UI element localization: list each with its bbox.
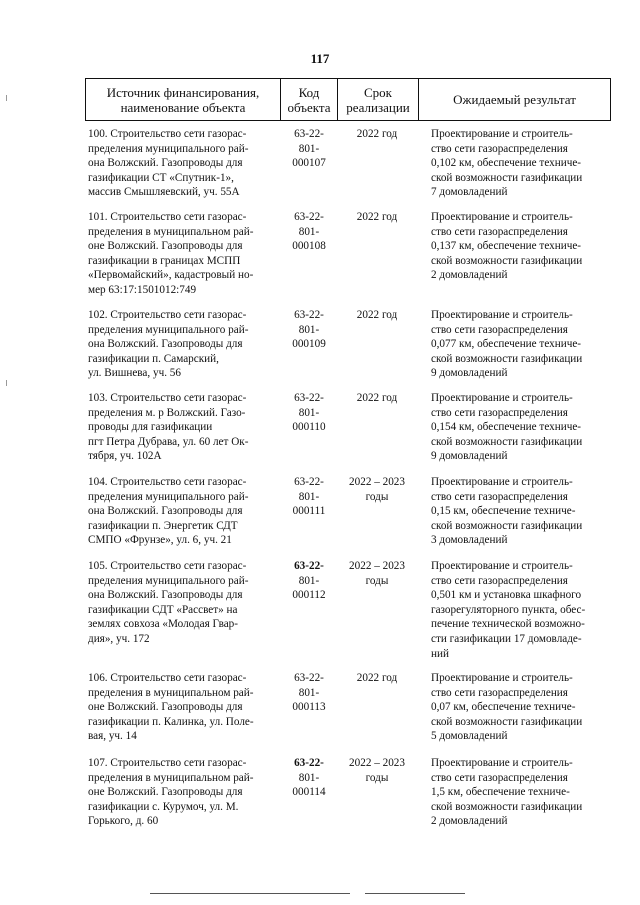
header-result: Ожидаемый результат bbox=[418, 79, 610, 120]
cell-line: 0,102 км, обеспечение техниче- bbox=[431, 157, 582, 170]
cell-line: 63-22- bbox=[294, 476, 324, 488]
cell-line: 2022 год bbox=[356, 392, 398, 404]
row-source-cell bbox=[88, 127, 283, 200]
row-source-cell bbox=[88, 308, 283, 381]
row-term-cell bbox=[335, 756, 419, 785]
row-result-cell bbox=[431, 559, 611, 661]
row-code-cell bbox=[283, 210, 335, 254]
cell-line: Горького, д. 60 bbox=[88, 815, 159, 828]
cell-line: Проектирование и строитель- bbox=[431, 560, 573, 572]
cell-line: пределения муниципального рай- bbox=[88, 490, 249, 503]
row-result-cell bbox=[431, 756, 611, 829]
cell-line: мер 63:17:1501012:749 bbox=[88, 283, 197, 296]
row-source-cell bbox=[88, 210, 283, 298]
cell-line: 801- bbox=[298, 686, 320, 699]
cell-line: она Волжский. Газопроводы для bbox=[88, 338, 243, 351]
cell-line: пределения в муниципальном рай- bbox=[88, 225, 254, 238]
cell-line: она Волжский. Газопроводы для bbox=[88, 505, 243, 518]
cell-line: 5 домовладений bbox=[431, 730, 508, 743]
cell-line: пределения м. р Волжский. Газо- bbox=[88, 406, 246, 419]
cell-line: 1,5 км, обеспечение техниче- bbox=[431, 786, 570, 799]
cell-line: 0,501 км и установка шкафного bbox=[431, 589, 582, 602]
cell-line: 63-22- bbox=[294, 672, 324, 684]
cell-line: газификации СДТ «Рассвет» на bbox=[88, 603, 238, 616]
cell-line: 100. Строительство сети газорас- bbox=[88, 128, 247, 140]
cell-line: газификации п. Самарский, bbox=[88, 352, 219, 365]
cell-line: пределения в муниципальном рай- bbox=[88, 771, 254, 784]
cell-line: годы bbox=[365, 490, 389, 503]
cell-line: 0,077 км, обеспечение техниче- bbox=[431, 338, 582, 351]
cell-line: ской возможности газификации bbox=[431, 800, 583, 813]
cell-line: 000109 bbox=[292, 338, 326, 351]
header-source: Источник финансирования, наименование объекта bbox=[106, 84, 260, 115]
cell-line: 102. Строительство сети газорас- bbox=[88, 309, 247, 321]
cell-line: ской возможности газификации bbox=[431, 254, 583, 267]
cell-line: газификации п. Энергетик СДТ bbox=[88, 519, 238, 532]
cell-line: 9 домовладений bbox=[431, 367, 508, 380]
cell-line: газификации СТ «Спутник-1», bbox=[88, 171, 234, 184]
cell-line: 101. Строительство сети газорас- bbox=[88, 211, 247, 223]
row-result-cell bbox=[431, 391, 611, 464]
cell-line: тября, уч. 102А bbox=[88, 450, 162, 463]
cell-line: годы bbox=[365, 771, 389, 784]
cell-line: ул. Вишнева, уч. 56 bbox=[88, 367, 181, 380]
cell-line: «Первомайский», кадастровый но- bbox=[88, 269, 254, 282]
cell-line: пределения муниципального рай- bbox=[88, 323, 249, 336]
row-source-cell bbox=[88, 391, 283, 464]
cell-line: землях совхоза «Молодая Гвар- bbox=[88, 618, 238, 631]
cell-line: 0,15 км, обеспечение техниче- bbox=[431, 505, 576, 518]
cell-line: ство сети газораспределения bbox=[431, 323, 568, 336]
cell-line: 2 домовладений bbox=[431, 269, 508, 282]
cell-line: 801- bbox=[298, 225, 320, 238]
cell-line: 801- bbox=[298, 490, 320, 503]
cell-line: ской возможности газификации bbox=[431, 171, 583, 184]
cell-line: газификации с. Курумоч, ул. М. bbox=[88, 800, 239, 813]
cell-line: 801- bbox=[298, 142, 320, 155]
table-header bbox=[85, 78, 611, 121]
row-result-cell bbox=[431, 475, 611, 548]
cell-line: она Волжский. Газопроводы для bbox=[88, 157, 243, 170]
cell-line: Проектирование и строитель- bbox=[431, 211, 573, 223]
cell-line: Проектирование и строитель- bbox=[431, 672, 573, 684]
cell-line: 63-22- bbox=[294, 560, 324, 572]
cell-line: 0,154 км, обеспечение техниче- bbox=[431, 421, 582, 434]
cell-line: она Волжский. Газопроводы для bbox=[88, 589, 243, 602]
cell-line: 000113 bbox=[292, 701, 326, 714]
row-code-cell bbox=[283, 475, 335, 519]
row-result-cell bbox=[431, 308, 611, 381]
cell-line: Проектирование и строитель- bbox=[431, 476, 573, 488]
row-source-cell bbox=[88, 756, 283, 829]
row-result-cell bbox=[431, 671, 611, 744]
cell-line: ний bbox=[431, 647, 449, 660]
row-code-cell bbox=[283, 127, 335, 171]
row-code-cell bbox=[283, 391, 335, 435]
cell-line: 000111 bbox=[292, 505, 326, 518]
cell-line: годы bbox=[365, 574, 389, 587]
row-result-cell bbox=[431, 127, 611, 200]
cell-line: ство сети газораспределения bbox=[431, 574, 568, 587]
cell-line: газификации п. Калинка, ул. Поле- bbox=[88, 715, 254, 728]
row-term-cell bbox=[335, 210, 419, 225]
cell-line: 63-22- bbox=[294, 757, 324, 769]
cell-line: ство сети газораспределения bbox=[431, 490, 568, 503]
cell-line: массив Смышляевский, уч. 55А bbox=[88, 186, 240, 199]
row-term-cell bbox=[335, 391, 419, 406]
cell-line: 2 домовладений bbox=[431, 815, 508, 828]
scan-mark bbox=[6, 380, 7, 386]
cell-line: оне Волжский. Газопроводы для bbox=[88, 786, 243, 799]
cell-line: 9 домовладений bbox=[431, 450, 508, 463]
cell-line: 000107 bbox=[292, 157, 326, 170]
cell-line: 2022 год bbox=[356, 309, 398, 321]
cell-line: 3 домовладений bbox=[431, 534, 508, 547]
cell-line: 2022 год bbox=[356, 128, 398, 140]
row-term-cell bbox=[335, 308, 419, 323]
cell-line: 106. Строительство сети газорас- bbox=[88, 672, 247, 684]
cell-line: газификации в границах МСПП bbox=[88, 254, 241, 267]
cell-line: 104. Строительство сети газорас- bbox=[88, 476, 247, 488]
cell-line: 7 домовладений bbox=[431, 186, 508, 199]
cell-line: Проектирование и строитель- bbox=[431, 757, 573, 769]
cell-line: 000114 bbox=[292, 786, 326, 799]
cell-line: ской возможности газификации bbox=[431, 519, 583, 532]
cell-line: сти газификации 17 домовладе- bbox=[431, 632, 582, 645]
row-source-cell bbox=[88, 475, 283, 548]
cell-line: 801- bbox=[298, 323, 320, 336]
row-term-cell bbox=[335, 127, 419, 142]
cell-line: пгт Петра Дубрава, ул. 60 лет Ок- bbox=[88, 435, 249, 448]
bottom-rule bbox=[365, 893, 465, 894]
row-code-cell bbox=[283, 308, 335, 352]
page-number: 117 bbox=[310, 51, 330, 66]
row-term-cell bbox=[335, 671, 419, 686]
cell-line: 801- bbox=[298, 406, 320, 419]
cell-line: дия», уч. 172 bbox=[88, 632, 150, 645]
cell-line: 2022 – 2023 bbox=[349, 560, 405, 572]
cell-line: Проектирование и строитель- bbox=[431, 392, 573, 404]
cell-line: СМПО «Фрунзе», ул. 6, уч. 21 bbox=[88, 534, 232, 547]
cell-line: 801- bbox=[298, 771, 320, 784]
row-code-cell bbox=[283, 756, 335, 800]
cell-line: 2022 – 2023 bbox=[349, 476, 405, 488]
cell-line: 63-22- bbox=[294, 211, 324, 223]
cell-line: печение технической возможно- bbox=[431, 618, 585, 631]
cell-line: 0,137 км, обеспечение техниче- bbox=[431, 240, 582, 253]
cell-line: 103. Строительство сети газорас- bbox=[88, 392, 247, 404]
cell-line: 000110 bbox=[292, 421, 326, 434]
cell-line: 2022 год bbox=[356, 672, 398, 684]
cell-line: 0,07 км, обеспечение техниче- bbox=[431, 701, 576, 714]
row-code-cell bbox=[283, 671, 335, 715]
cell-line: пределения муниципального рай- bbox=[88, 142, 249, 155]
cell-line: ство сети газораспределения bbox=[431, 686, 568, 699]
cell-line: пределения муниципального рай- bbox=[88, 574, 249, 587]
row-term-cell bbox=[335, 559, 419, 588]
cell-line: 63-22- bbox=[294, 309, 324, 321]
row-source-cell bbox=[88, 671, 283, 744]
cell-line: 105. Строительство сети газорас- bbox=[88, 560, 247, 572]
cell-line: 000108 bbox=[292, 240, 326, 253]
row-term-cell bbox=[335, 475, 419, 504]
cell-line: газорегуляторного пункта, обес- bbox=[431, 603, 586, 616]
cell-line: 107. Строительство сети газорас- bbox=[88, 757, 247, 769]
cell-line: оне Волжский. Газопроводы для bbox=[88, 240, 243, 253]
cell-line: вая, уч. 14 bbox=[88, 730, 137, 743]
cell-line: Проектирование и строитель- bbox=[431, 128, 573, 140]
cell-line: 801- bbox=[298, 574, 320, 587]
cell-line: 000112 bbox=[292, 589, 326, 602]
cell-line: ство сети газораспределения bbox=[431, 406, 568, 419]
cell-line: ской возможности газификации bbox=[431, 352, 583, 365]
cell-line: пределения в муниципальном рай- bbox=[88, 686, 254, 699]
cell-line: проводы для газификации bbox=[88, 421, 213, 434]
cell-line: 2022 год bbox=[356, 211, 398, 223]
cell-line: оне Волжский. Газопроводы для bbox=[88, 701, 243, 714]
cell-line: Проектирование и строитель- bbox=[431, 309, 573, 321]
row-source-cell bbox=[88, 559, 283, 647]
row-code-cell bbox=[283, 559, 335, 603]
cell-line: 63-22- bbox=[294, 128, 324, 140]
header-term: Срок реализации bbox=[337, 79, 418, 120]
cell-line: ство сети газораспределения bbox=[431, 225, 568, 238]
cell-line: ство сети газораспределения bbox=[431, 142, 568, 155]
header-code: Код объекта bbox=[280, 79, 337, 120]
cell-line: ской возможности газификации bbox=[431, 435, 583, 448]
row-result-cell bbox=[431, 210, 611, 283]
cell-line: ской возможности газификации bbox=[431, 715, 583, 728]
bottom-rule bbox=[150, 893, 350, 894]
cell-line: ство сети газораспределения bbox=[431, 771, 568, 784]
cell-line: 2022 – 2023 bbox=[349, 757, 405, 769]
cell-line: 63-22- bbox=[294, 392, 324, 404]
scan-mark bbox=[6, 95, 7, 101]
